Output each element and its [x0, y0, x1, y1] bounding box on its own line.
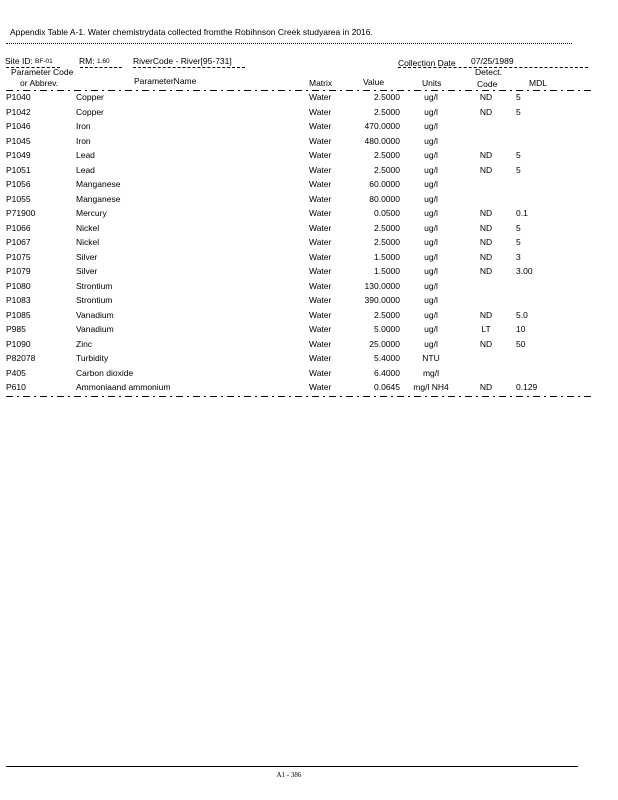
value-cell: 390.0000	[364, 295, 400, 305]
rm-label: RM:	[79, 56, 95, 66]
matrix-cell: Water	[309, 295, 332, 305]
matrix-cell: Water	[309, 164, 332, 175]
param-code-cell: P1067	[6, 237, 31, 247]
mdl-cell: 10	[516, 324, 526, 334]
param-name-cell: Manganese	[76, 193, 121, 204]
detect-code-cell: ND	[479, 150, 493, 160]
units-cell: ug/l	[424, 280, 438, 291]
matrix-cell: Water	[309, 309, 332, 320]
param-code-cell: P1080	[6, 280, 31, 291]
table-row	[0, 353, 618, 367]
matrix-cell: Water	[309, 338, 332, 349]
param-code-cell: P1051	[6, 164, 31, 175]
page-number: A1 - 386	[276, 771, 302, 779]
detect-code-cell: LT	[481, 324, 491, 334]
param-name-cell: Ammoniaand ammonium	[76, 382, 171, 392]
param-name-cell: Nickel	[76, 222, 100, 233]
matrix-cell: Water	[309, 222, 332, 233]
param-name-cell: Strontium	[76, 280, 113, 291]
units-cell: ug/l	[424, 135, 438, 146]
title-divider	[6, 43, 572, 44]
param-name-cell: Manganese	[76, 179, 121, 189]
detect-code-cell: ND	[479, 382, 493, 392]
param-name-cell: Vanadium	[76, 324, 114, 334]
header-value: Value	[363, 77, 385, 87]
table-title: Appendix Table A-1. Water chemistrydata collected fromthe Robihnson Creek studyarea in 2016.	[10, 27, 373, 37]
value-cell: 5.0000	[374, 324, 400, 334]
units-cell: ug/l	[424, 179, 438, 189]
units-cell: ug/l	[424, 106, 438, 117]
table-row	[0, 92, 618, 106]
units-cell: NTU	[422, 353, 440, 363]
param-name-cell: Carbon dioxide	[76, 367, 134, 378]
mdl-cell: 5	[516, 222, 521, 233]
collection-date-label: Collection Date	[398, 58, 456, 68]
table-row	[0, 310, 618, 324]
table-row	[0, 368, 618, 382]
matrix-cell: Water	[309, 266, 332, 276]
table-row	[0, 281, 618, 295]
matrix-cell: Water	[309, 382, 332, 392]
table-row	[0, 136, 618, 150]
units-cell: ug/l	[424, 251, 438, 262]
detect-code-cell: ND	[479, 338, 493, 349]
mdl-cell: 3	[516, 251, 521, 262]
param-code-cell: P405	[6, 367, 26, 378]
header-mdl: MDL	[529, 78, 547, 88]
value-cell: 0.0500	[374, 208, 400, 218]
units-cell: ug/l	[424, 208, 438, 218]
matrix-cell: Water	[309, 208, 332, 218]
mdl-cell: 3.00	[516, 266, 533, 276]
value-cell: 0.0645	[374, 382, 400, 392]
matrix-cell: Water	[309, 237, 332, 247]
matrix-cell: Water	[309, 193, 332, 204]
param-code-cell: P1066	[6, 222, 31, 233]
matrix-cell: Water	[309, 353, 332, 363]
value-cell: 1.5000	[374, 251, 400, 262]
units-cell: ug/l	[424, 309, 438, 320]
header-matrix: Matrix	[309, 78, 333, 88]
collection-date-value: 07/25/1989	[471, 56, 514, 66]
mdl-cell: 0.1	[516, 208, 528, 218]
value-cell: 2.5000	[374, 237, 400, 247]
mdl-cell: 5	[516, 237, 521, 247]
value-cell: 2.5000	[374, 164, 400, 175]
units-cell: ug/l	[424, 295, 438, 305]
param-code-cell: P1056	[6, 179, 31, 189]
matrix-cell: Water	[309, 121, 332, 131]
units-cell: mg/l NH4	[413, 382, 449, 392]
param-name-cell: Lead	[76, 150, 95, 160]
units-cell: ug/l	[424, 150, 438, 160]
value-cell: 25.0000	[369, 338, 400, 349]
matrix-cell: Water	[309, 367, 332, 378]
detect-code-cell: ND	[479, 222, 493, 233]
value-cell: 2.5000	[374, 309, 400, 320]
value-cell: 2.5000	[374, 150, 400, 160]
table-row	[0, 266, 618, 280]
param-name-cell: Mercury	[76, 208, 107, 218]
rm-underline	[80, 67, 122, 68]
detect-code-cell: ND	[479, 237, 493, 247]
table-row	[0, 252, 618, 266]
header-units: Units	[422, 78, 442, 88]
river-code-underline	[133, 67, 245, 68]
mdl-cell: 5	[516, 92, 521, 102]
detect-code-cell: ND	[479, 164, 493, 175]
matrix-cell: Water	[309, 92, 332, 102]
footer-rule	[6, 766, 578, 767]
detect-code-cell: ND	[479, 251, 493, 262]
header-detect-1: Detect.	[475, 67, 502, 77]
value-cell: 480.0000	[364, 135, 400, 146]
site-id-label: Site ID:	[5, 56, 33, 66]
table-row	[0, 237, 618, 251]
detect-code-cell: ND	[479, 309, 493, 320]
value-cell: 130.0000	[364, 280, 400, 291]
mdl-cell: 5	[516, 150, 521, 160]
header-param-code-2: or Abbrev.	[20, 78, 59, 88]
header-param-name: ParameterName	[134, 76, 197, 86]
param-code-cell: P1045	[6, 135, 31, 146]
value-cell: 2.5000	[374, 222, 400, 233]
matrix-cell: Water	[309, 150, 332, 160]
param-code-cell: P1090	[6, 338, 31, 349]
header-detect-2: Code	[477, 79, 498, 89]
header-rule	[6, 90, 592, 91]
matrix-cell: Water	[309, 135, 332, 146]
detect-code-cell: ND	[479, 266, 493, 276]
param-name-cell: Silver	[76, 266, 98, 276]
table-row	[0, 295, 618, 309]
param-name-cell: Copper	[76, 106, 104, 117]
units-cell: ug/l	[424, 121, 438, 131]
table-row	[0, 324, 618, 338]
table-row	[0, 165, 618, 179]
param-name-cell: Turbidity	[76, 353, 109, 363]
table-row	[0, 107, 618, 121]
table-row	[0, 194, 618, 208]
site-id-value: BF-01	[35, 58, 53, 65]
value-cell: 2.5000	[374, 92, 400, 102]
param-code-cell: P71900	[6, 208, 36, 218]
units-cell: ug/l	[424, 324, 438, 334]
units-cell: ug/l	[424, 338, 438, 349]
value-cell: 6.4000	[374, 367, 400, 378]
detect-code-cell: ND	[479, 106, 493, 117]
param-name-cell: Vanadium	[76, 309, 114, 320]
value-cell: 80.0000	[369, 193, 400, 204]
mdl-cell: 50	[516, 338, 526, 349]
units-cell: ug/l	[424, 193, 438, 204]
units-cell: ug/l	[424, 237, 438, 247]
param-name-cell: Zinc	[76, 338, 93, 349]
header-param-code-1: Parameter Code	[11, 67, 74, 77]
param-code-cell: P1075	[6, 251, 31, 262]
mdl-cell: 5	[516, 164, 521, 175]
param-code-cell: P610	[6, 382, 26, 392]
matrix-cell: Water	[309, 280, 332, 291]
param-name-cell: Silver	[76, 251, 98, 262]
table-row	[0, 382, 618, 396]
detect-code-cell: ND	[479, 208, 493, 218]
matrix-cell: Water	[309, 251, 332, 262]
param-name-cell: Iron	[76, 135, 91, 146]
table-row	[0, 150, 618, 164]
param-code-cell: P82078	[6, 353, 36, 363]
value-cell: 2.5000	[374, 106, 400, 117]
table-row	[0, 339, 618, 353]
units-cell: ug/l	[424, 222, 438, 233]
value-cell: 470.0000	[364, 121, 400, 131]
units-cell: ug/l	[424, 164, 438, 175]
mdl-cell: 5	[516, 106, 521, 117]
param-code-cell: P1085	[6, 309, 31, 320]
matrix-cell: Water	[309, 324, 332, 334]
units-cell: mg/l	[422, 367, 440, 378]
param-code-cell: P1042	[6, 106, 31, 117]
detect-code-cell: ND	[479, 92, 493, 102]
mdl-cell: 0.129	[516, 382, 538, 392]
river-code: RiverCode - River[95-731]	[133, 56, 232, 66]
units-cell: ug/l	[424, 92, 438, 102]
param-code-cell: P1055	[6, 193, 31, 204]
value-cell: 5.4000	[374, 353, 400, 363]
param-name-cell: Nickel	[76, 237, 100, 247]
table-row	[0, 179, 618, 193]
param-name-cell: Copper	[76, 92, 104, 102]
value-cell: 1.5000	[374, 266, 400, 276]
matrix-cell: Water	[309, 179, 332, 189]
mdl-cell: 5.0	[516, 309, 528, 320]
table-row	[0, 121, 618, 135]
param-code-cell: P1079	[6, 266, 31, 276]
units-cell: ug/l	[424, 266, 438, 276]
value-cell: 60.0000	[369, 179, 400, 189]
param-code-cell: P1083	[6, 295, 31, 305]
param-code-cell: P1046	[6, 121, 31, 131]
param-name-cell: Iron	[76, 121, 91, 131]
param-code-cell: P985	[6, 324, 26, 334]
param-code-cell: P1040	[6, 92, 31, 102]
matrix-cell: Water	[309, 106, 332, 117]
param-name-cell: Strontium	[76, 295, 113, 305]
rm-value: 1.60	[97, 58, 110, 65]
table-row	[0, 223, 618, 237]
param-name-cell: Lead	[76, 164, 95, 175]
param-code-cell: P1049	[6, 150, 31, 160]
table-row	[0, 208, 618, 222]
table-end-rule	[6, 396, 592, 397]
